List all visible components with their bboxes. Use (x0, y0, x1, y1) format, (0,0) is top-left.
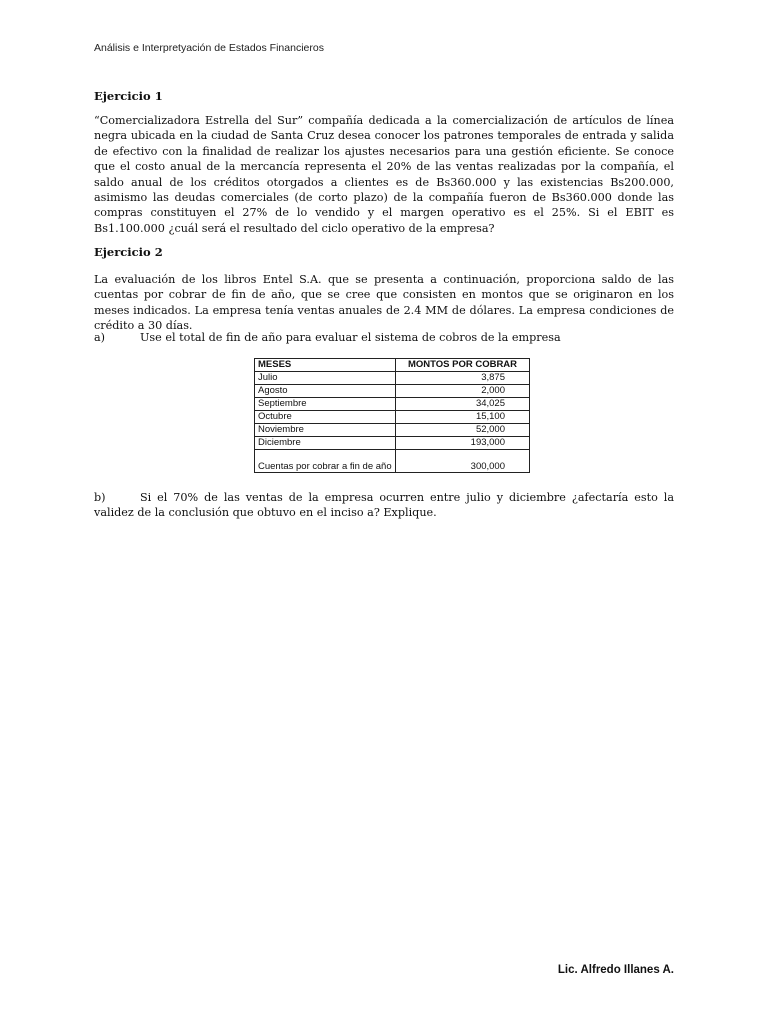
cell-month: Agosto (255, 385, 396, 398)
ejercicio-1-title: Ejercicio 1 (94, 89, 163, 103)
document-header: Análisis e Interpretyación de Estados Financieros (94, 42, 324, 54)
cell-month: Septiembre (255, 398, 396, 411)
ejercicio-2-title: Ejercicio 2 (94, 245, 163, 259)
table-row (255, 424, 530, 437)
ejercicio-2-paragraph: La evaluación de los libros Entel S.A. que se presenta a continuación, proporciona saldo de las cuentas por cobrar de fin de año, que se cree que consisten en montos que se originaron en los meses indicados. La empresa tenía ventas anuales de 2.4 MM de dólares. La empresa condiciones de crédito a 30 días. (94, 273, 674, 333)
col-header-month: MESES (255, 359, 396, 372)
item-a (94, 330, 674, 345)
total-label: Cuentas por cobrar a fin de año (255, 450, 396, 473)
ejercicio-1-paragraph: “Comercializadora Estrella del Sur” compañía dedicada a la comercialización de artículos de línea negra ubicada en la ciudad de Santa Cruz desea conocer los patrones temporales de entrada y salida de efectivo con la finalidad de realizar los ajustes necesarios para una gestión eficiente. Se conoce que el costo anual de la mercancía representa el 20% de las ventas realizadas por la compañía, el saldo anual de los créditos otorgados a clientes es de Bs360.000 y las existencias Bs200.000, asimismo las deudas comerciales (de corto plazo) de la compañía fueron de Bs360.000 donde las compras constituyen el 27% de lo vendido y el margen operativo es el 25%. Si el EBIT es Bs1.100.000 ¿cuál será el resultado del ciclo operativo de la empresa? (94, 114, 674, 235)
cell-month: Octubre (255, 411, 396, 424)
item-b (94, 490, 674, 521)
table-row (255, 437, 530, 450)
table-row (255, 385, 530, 398)
table-row (255, 411, 530, 424)
cell-month: Julio (255, 372, 396, 385)
cell-amount: 15,100 (396, 411, 530, 424)
receivables-table-wrap (254, 358, 530, 473)
table-total-row (255, 450, 530, 473)
author-signature: Lic. Alfredo Illanes A. (557, 964, 674, 976)
cell-amount: 34,025 (396, 398, 530, 411)
cell-amount: 2,000 (396, 385, 530, 398)
cell-amount: 52,000 (396, 424, 530, 437)
table-row (255, 398, 530, 411)
total-amount: 300,000 (396, 450, 530, 473)
cell-month: Diciembre (255, 437, 396, 450)
cell-amount: 3,875 (396, 372, 530, 385)
receivables-table (254, 358, 530, 473)
table-header-row (255, 359, 530, 372)
item-a-text: Use el total de fin de año para evaluar el sistema de cobros de la empresa (140, 331, 561, 344)
item-a-label: a) (94, 331, 106, 344)
item-b-text: Si el 70% de las ventas de la empresa ocurren entre julio y diciembre ¿afectaría esto la validez de la conclusión que obtuvo en el inciso a? Explique. (94, 491, 674, 520)
cell-month: Noviembre (255, 424, 396, 437)
table-row (255, 372, 530, 385)
item-b-label: b) (94, 491, 106, 504)
col-header-amount: MONTOS POR COBRAR (396, 359, 530, 372)
cell-amount: 193,000 (396, 437, 530, 450)
